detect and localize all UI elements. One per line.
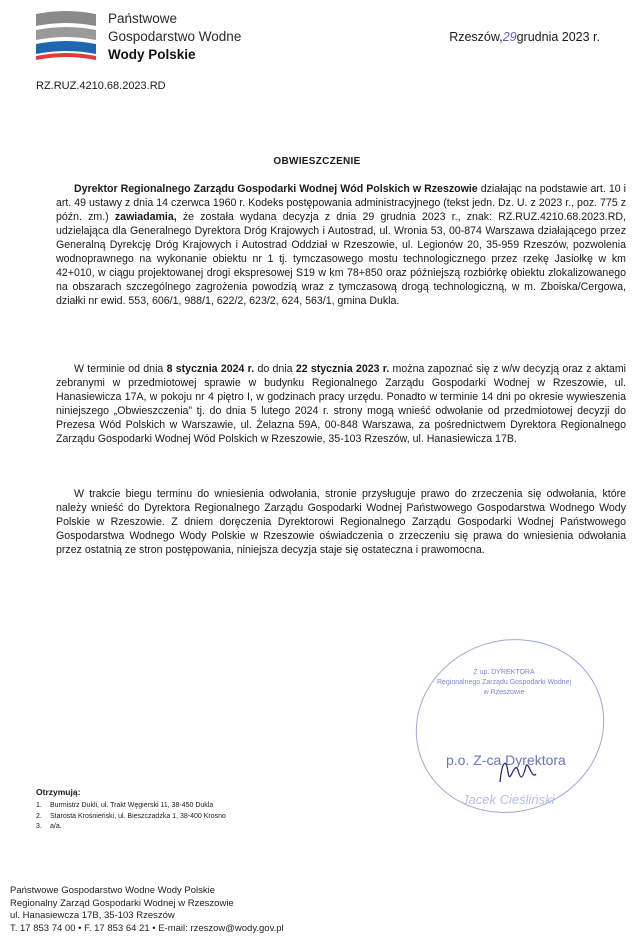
recipient-item <box>36 801 226 812</box>
stamp-line-3: w Rzeszowie <box>483 689 525 696</box>
document-title: OBWIESZCZENIE <box>273 156 361 167</box>
footer-line-1: Państwowe Gospodarstwo Wodne Wody Polskie <box>10 885 216 896</box>
recipient-number: 3. <box>36 823 42 830</box>
signatory-title: p.o. Z-ca Dyrektora <box>446 752 566 768</box>
org-line-3: Wody Polskie <box>108 47 196 62</box>
date-rest: grudnia 2023 r. <box>516 30 600 44</box>
p2-date-2: 22 stycznia 2023 r. <box>295 363 390 375</box>
p2-t1: W terminie od dnia <box>74 363 167 375</box>
p1-text-2: że została wydana decyzja z dnia 29 grudnia 2023 r., znak: RZ.RUZ.4210.68.2023.RD, udzielająca dla Generalnego Dyrektora Dróg Krajowych i Autostrad, ul. Wronia 53, 00-874 Warszawa działającego przez Generalną Dyrekcję Dróg Krajowych i Autostrad Oddział w Rzeszowie, ul. Legionów 20, 35-959 Rzeszów, pozwolenia wodnoprawnego na wykonanie obiektu nr 1 tj. tymczasowego mostu technologicznego przez rzekę Jasiołkę w km 42+010, w ciągu projektowanej drogi ekspresowej S19 w km 78+850 oraz późniejszą rozbiórkę obiektu zlokalizowanego na obszarach szczególnego zagrożenia powodzią wraz z tymczasową drogą technologiczną, w m. Zboiska/Cergowa, działki nr ewid. 553, 606/1, 988/1, 622/2, 623/2, 624, 563/1, gmina Dukla. <box>56 211 626 307</box>
p1-lead: Dyrektor Regionalnego Zarządu Gospodarki Wodnej Wód Polskich w Rzeszowie <box>74 183 478 195</box>
p2-date-1: 8 stycznia 2024 r. <box>166 363 255 375</box>
recipient-item <box>36 822 226 833</box>
place: Rzeszów, <box>449 30 503 44</box>
paragraph-2 <box>56 362 626 446</box>
organization-name <box>108 10 241 64</box>
wody-polskie-logo <box>32 10 100 66</box>
recipient-text: Burmistrz Dukli, ul. Trakt Węgierski 11, 38-450 Dukla <box>50 802 214 809</box>
footer-line-2: Regionalny Zarząd Gospodarki Wodnej w Rzeszowie <box>10 897 234 909</box>
recipient-text: a/a. <box>50 823 62 830</box>
official-stamp <box>420 668 588 698</box>
recipient-text: Starosta Krośnieński, ul. Bieszczadzka 1, 38-400 Krosno <box>50 812 226 820</box>
recipient-number: 1. <box>36 802 42 809</box>
handwritten-signature <box>492 752 542 792</box>
footer-address <box>10 885 284 935</box>
paragraph-1 <box>56 182 626 308</box>
place-and-date <box>449 30 600 44</box>
p2-t3: można zapoznać się z w/w decyzją oraz z aktami zebranymi w przedmiotowej sprawie w budynku Regionalnego Zarządu Gospodarki Wodnej w Rzeszowie, ul. Hanasiewicza 17A, w pokoju nr 4 piętro I, w godzinach pracy urzędu. Ponadto w terminie 14 dni po okresie wywieszenia niniejszego „Obwieszczenia” tj. do dnia 5 lutego 2024 r. strony mogą wnieść odwołanie od przedmiotowej decyzji do Prezesa Wód Polskich w Warszawie, ul. Żelazna 59A, 00-848 Warszawa, za pośrednictwem Dyrektora Regionalnego Zarządu Gospodarki Wodnej Wód Polskich w Rzeszowie, 35-103 Rzeszów, ul. Hanasiewicza 17B. <box>56 363 627 445</box>
paragraph-3: W trakcie biegu terminu do wniesienia odwołania, stronie przysługuje prawo do zrzeczenia się odwołania, które należy wnieść do Dyrektora Regionalnego Zarządu Gospodarki Wodnej Państwowego Gospodarstwa Wodnego Wody Polskie w Rzeszowie. Z dniem doręczenia Dyrektorowi Regionalnego Zarządu Gospodarki Wodnej Państwowego Gospodarstwa Wodnego Wody Polskie w Rzeszowie oświadczenia o zrzeczeniu się prawa do wniesienia odwołania przez ostatnią ze stron postępowania, niniejsza decyzja staje się ostateczna i prawomocna. <box>56 488 626 556</box>
reference-number: RZ.RUZ.4210.68.2023.RD <box>36 80 166 92</box>
footer-line-3: ul. Hanasiewcza 17B, 35-103 Rzeszów <box>10 910 175 921</box>
stamp-line-1: Z up. DYREKTORA <box>473 669 535 676</box>
handwritten-day: 29 <box>502 30 517 44</box>
org-line-1: Państwowe <box>108 11 178 26</box>
recipients-heading: Otrzymują: <box>36 787 81 797</box>
stamp-line-2: Regionalnego Zarządu Gospodarki Wodnej <box>436 679 572 686</box>
p2-t2: do dnia <box>254 363 296 375</box>
recipient-number: 2. <box>36 812 42 820</box>
p1-text-1: działając na podstawie art. 10 i art. 49 ustawy z dnia 14 czerwca 1960 r. Kodeks postępowania administracyjnego (tekst jedn. Dz. U. z 2023 r., poz. 775 z późn. zm.) <box>56 183 626 223</box>
recipients-list <box>36 801 226 833</box>
signatory-name: Jacek Cieśliński <box>462 792 555 807</box>
p1-bold-2: zawiadamia, <box>114 211 177 223</box>
org-line-2: Gospodarstwo Wodne <box>108 29 242 44</box>
footer-line-4: T. 17 853 74 00 • F. 17 853 64 21 • E-mail: rzeszow@wody.gov.pl <box>10 922 284 934</box>
recipient-item <box>36 812 226 823</box>
